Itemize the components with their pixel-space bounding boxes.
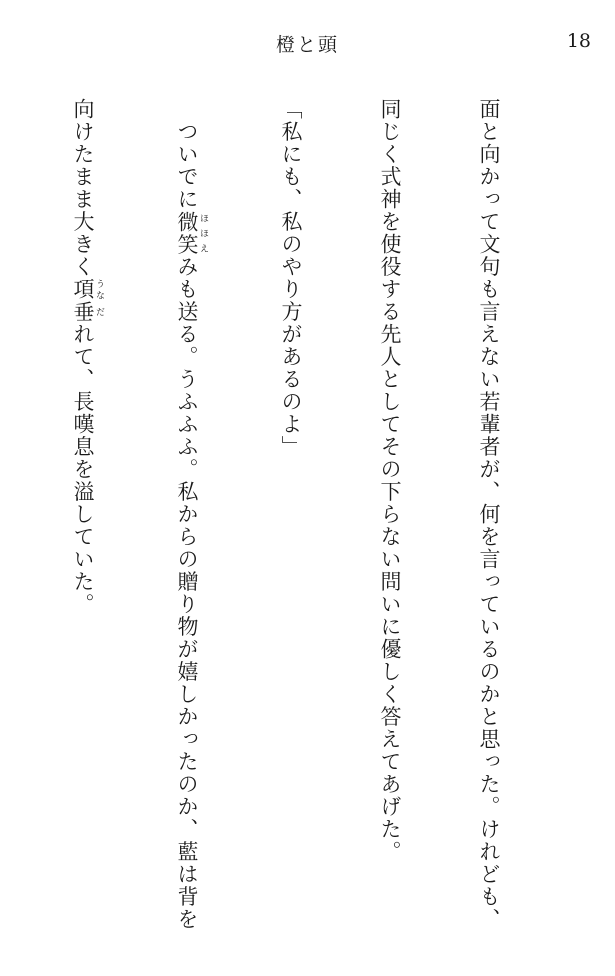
body-text <box>0 98 571 931</box>
text-line: 「私にも、私のやり方があるのよ」 <box>279 98 303 458</box>
text-line: 同じく式神を使役する先人としてその下らない問いに優しく答えてあげた。 <box>378 98 402 863</box>
ruby-hohoe: 微笑 ほほえ <box>175 210 208 256</box>
ruby-una: 項 うな <box>71 278 104 301</box>
text-line: 面と向かって文句も言えない若輩者が、何を言っているのかと思った。けれども、 <box>477 98 501 931</box>
page-number: 18 <box>566 30 591 52</box>
text-line-ruby: ついでに微笑 ほほえみも送る。うふふふ。私からの贈り物が嬉しかったのか、藍は背を <box>175 98 208 931</box>
ruby-da: 垂 だ <box>71 300 104 323</box>
text-line-ruby: 向けたまま大きく項 うな垂 だれて、長嘆息を溢していた。 <box>71 98 104 616</box>
header-title: 橙と頭 <box>275 34 339 56</box>
